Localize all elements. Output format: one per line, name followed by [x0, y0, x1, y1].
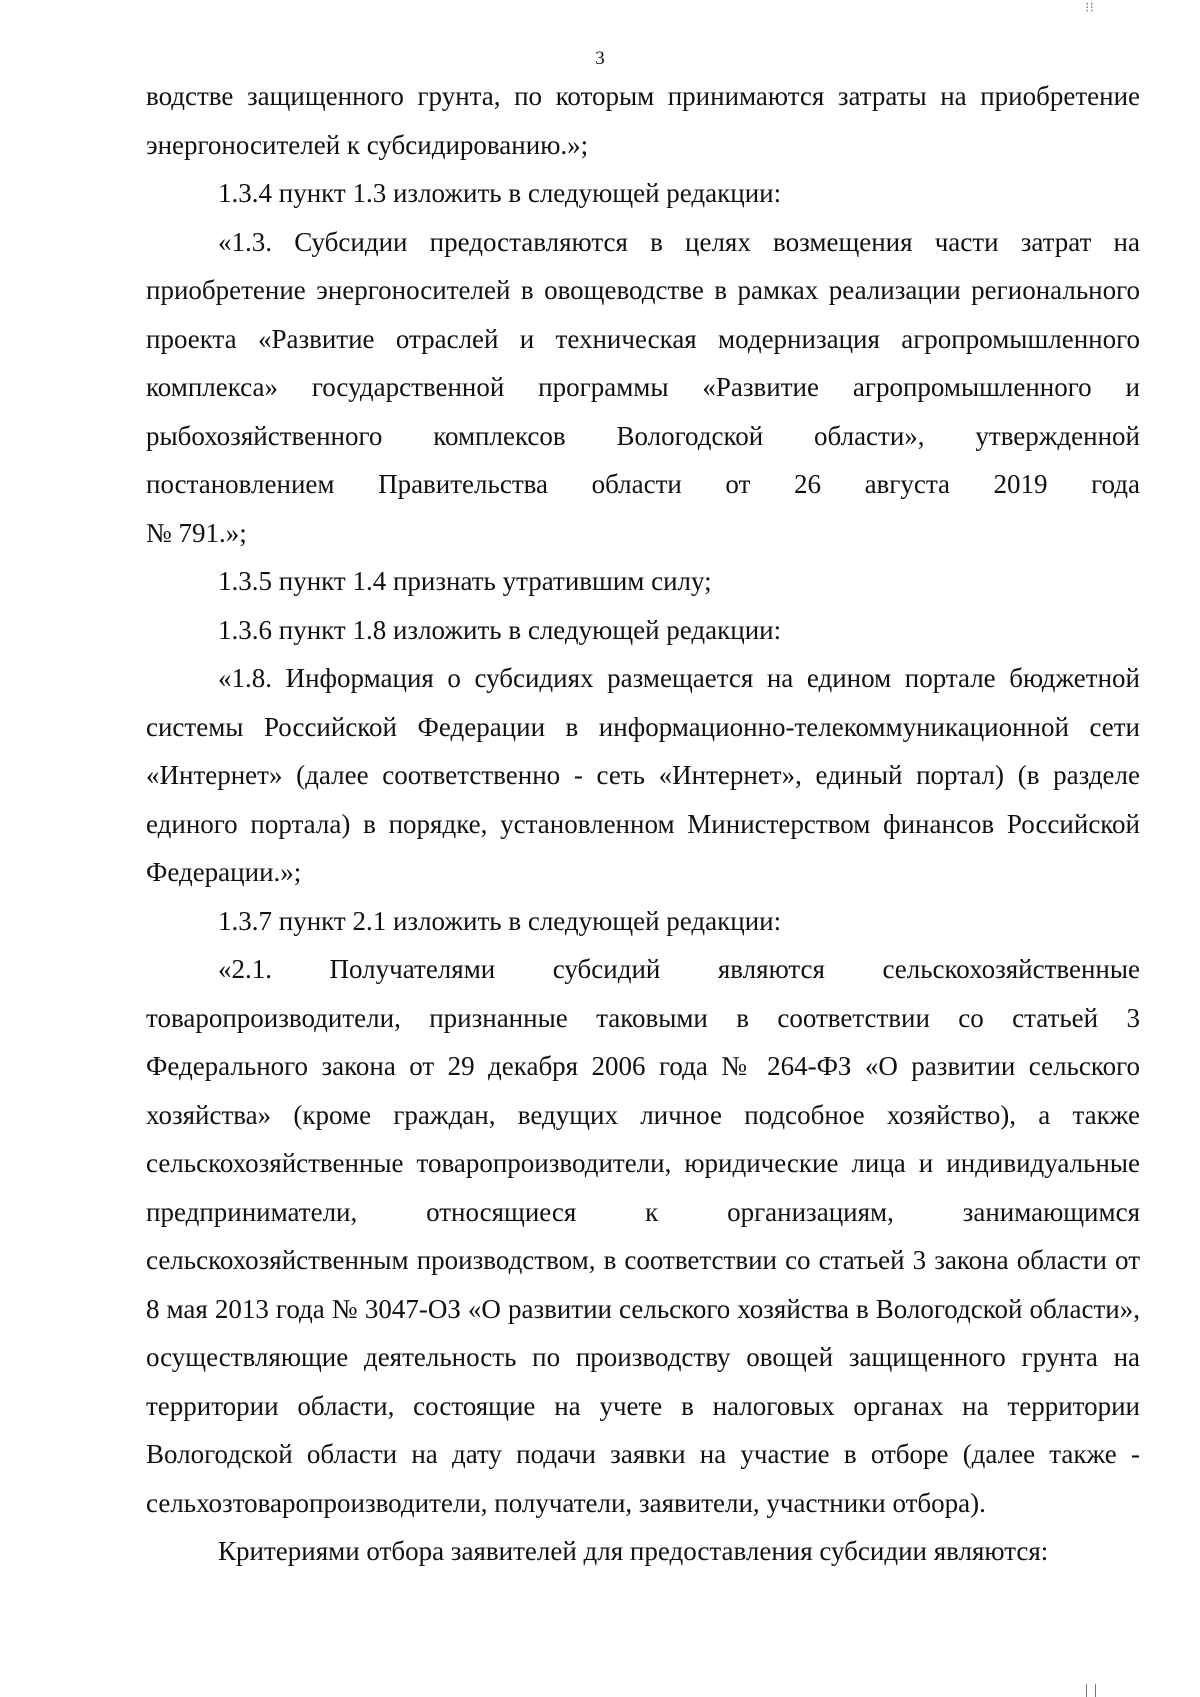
paragraph-quote-1-3-end: № 791.»; — [146, 517, 247, 548]
top-edge-mark: ⁝⁝ — [1085, 1, 1094, 16]
paragraph-quote-2-1: «2.1. Получателями субсидий являются сельскохозяйственные товаропроизводители, признанные таковыми в соответствии со статьей 3 Федерального закона от 29 декабря 2006 года № 264-ФЗ «О развитии сельского хозяйства» (кроме граждан, ведущих личное подсобное хозяйство), а также сельскохозяйственные товаропроизводители, юридические лица и индивидуальные предприниматели, относящиеся к организациям, занимающимся сельскохозяйственным производством, в соответствии со статьей 3 закона области от 8 мая 2013 года № 3047-ОЗ «О развитии сельского хозяйства в Вологодской области», осуществляющие деятельность по производству овощей защищенного грунта на территории области, состоящие на учете в налоговых органах на территории Вологодской области на дату подачи заявки на участие в отборе (далее также - сельхозтоваропроизводители, получатели, заявители, участники отбора). — [146, 954, 1140, 1518]
paragraph-quote-1-8: «1.8. Информация о субсидиях размещается на едином портале бюджетной системы Российской Федерации в информационно-телекоммуникационной сети «Интернет» (далее соответственно - сеть «Интернет», единый портал) (в разделе единого портала) в порядке, установленном Министерством финансов Российской Федерации.»; — [146, 663, 1140, 887]
paragraph-item-1-3-4: 1.3.4 пункт 1.3 изложить в следующей редакции: — [218, 178, 782, 208]
paragraph-item-1-3-5: 1.3.5 пункт 1.4 признать утратившим силу; — [218, 566, 712, 596]
document-body — [146, 72, 1140, 1576]
paragraph-selection-criteria: Критериями отбора заявителей для предоставления субсидии являются: — [218, 1536, 1049, 1566]
paragraph-continuation: водстве защищенного грунта, по которым принимаются затраты на приобретение энергоносителей к субсидированию.»; — [146, 81, 1140, 160]
bottom-edge-mark — [1086, 1684, 1096, 1697]
paragraph-item-1-3-6: 1.3.6 пункт 1.8 изложить в следующей редакции: — [218, 614, 782, 645]
paragraph-quote-1-3: «1.3. Субсидии предоставляются в целях возмещения части затрат на приобретение энергоносителей в овощеводстве в рамках реализации регионального проекта «Развитие отраслей и техническая модернизация агропромышленного комплекса» государственной программы «Развитие агропромышленного и рыбохозяйственного комплексов Вологодской области», утвержденной постановлением Правительства области от 26 августа 2019 года — [146, 226, 1140, 499]
page-number: 3 — [595, 48, 605, 69]
paragraph-item-1-3-7: 1.3.7 пункт 2.1 изложить в следующей редакции: — [218, 905, 782, 936]
